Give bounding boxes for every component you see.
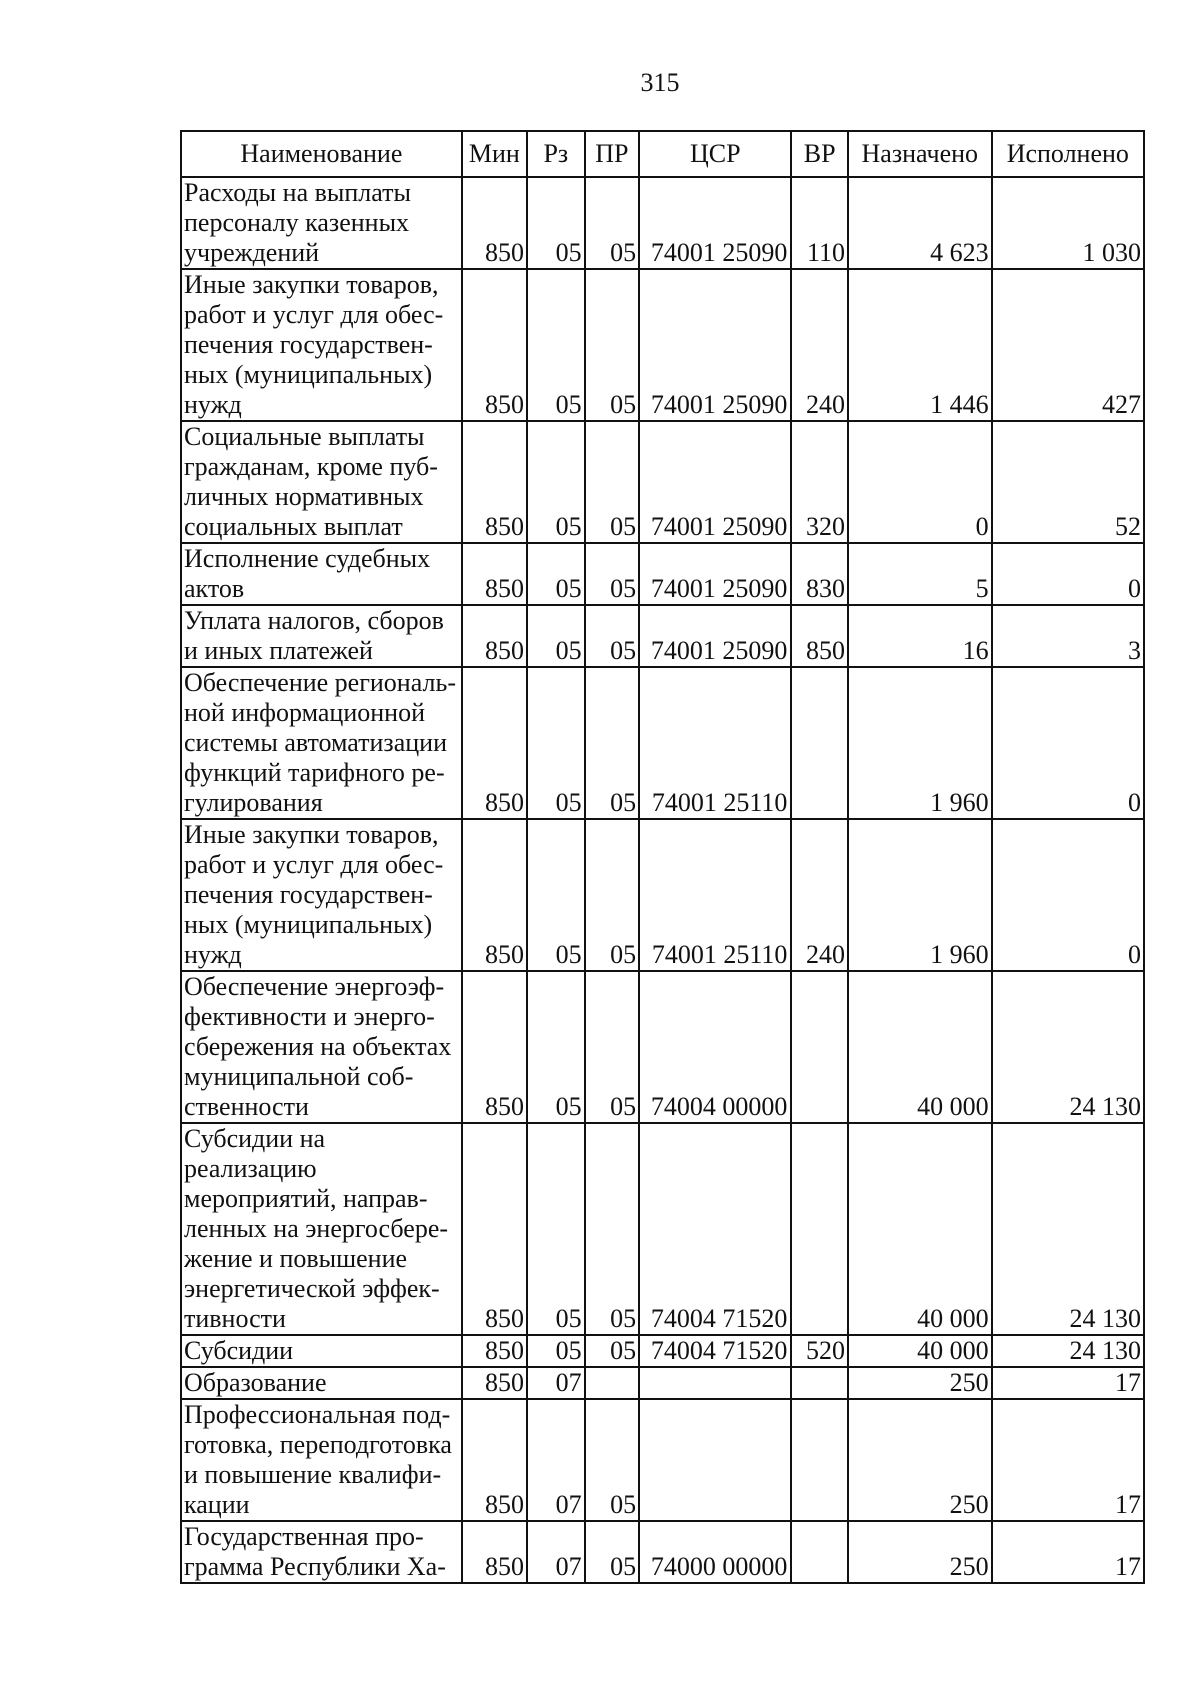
cell-csr: 74004 71520: [639, 1123, 791, 1335]
table-row: [181, 177, 1144, 269]
cell-min: 850: [462, 1367, 527, 1399]
cell-min: 850: [462, 605, 527, 667]
cell-pr: 05: [585, 421, 639, 543]
cell-name: Государственная про- грамма Республики Ха-: [181, 1521, 462, 1583]
cell-csr: 74001 25090: [639, 543, 791, 605]
table-row: [181, 1123, 1144, 1335]
cell-min: 850: [462, 177, 527, 269]
cell-rz: 05: [527, 421, 585, 543]
table-body: [181, 177, 1144, 1583]
cell-pr: [585, 1367, 639, 1399]
cell-rz: 07: [527, 1399, 585, 1521]
cell-pr: 05: [585, 543, 639, 605]
cell-min: 850: [462, 543, 527, 605]
cell-min: 850: [462, 269, 527, 421]
cell-name: Иные закупки товаров, работ и услуг для обес- печения государствен- ных (муниципальных) нужд: [181, 269, 462, 421]
header-executed: Исполнено: [992, 131, 1144, 177]
cell-vr: 830: [791, 543, 848, 605]
cell-vr: 320: [791, 421, 848, 543]
cell-pr: 05: [585, 1335, 639, 1367]
page-number: 315: [640, 68, 680, 97]
cell-executed: 3: [992, 605, 1144, 667]
table-row: [181, 421, 1144, 543]
cell-vr: 240: [791, 819, 848, 971]
cell-min: 850: [462, 1335, 527, 1367]
cell-executed: 0: [992, 667, 1144, 819]
cell-name: Профессиональная под- готовка, переподготовка и повышение квалифи- кации: [181, 1399, 462, 1521]
cell-min: 850: [462, 667, 527, 819]
cell-name: Субсидии: [181, 1335, 462, 1367]
table-row: [181, 667, 1144, 819]
cell-assigned: 250: [848, 1521, 992, 1583]
header-csr: ЦСР: [639, 131, 791, 177]
cell-rz: 05: [527, 605, 585, 667]
cell-min: 850: [462, 1399, 527, 1521]
header-assigned: Назначено: [848, 131, 992, 177]
cell-vr: [791, 971, 848, 1123]
cell-assigned: 5: [848, 543, 992, 605]
cell-csr: 74001 25110: [639, 819, 791, 971]
cell-name: Социальные выплаты гражданам, кроме пуб- личных нормативных социальных выплат: [181, 421, 462, 543]
cell-executed: 24 130: [992, 1123, 1144, 1335]
cell-pr: 05: [585, 1521, 639, 1583]
cell-vr: 520: [791, 1335, 848, 1367]
cell-name: Образование: [181, 1367, 462, 1399]
cell-vr: [791, 1367, 848, 1399]
cell-rz: 05: [527, 1123, 585, 1335]
cell-assigned: 40 000: [848, 971, 992, 1123]
cell-executed: 17: [992, 1399, 1144, 1521]
table-row: [181, 1367, 1144, 1399]
cell-executed: 52: [992, 421, 1144, 543]
cell-min: 850: [462, 421, 527, 543]
cell-rz: 05: [527, 1335, 585, 1367]
cell-name: Обеспечение энергоэф- фективности и энерго- сбережения на объектах муниципальной соб- ственности: [181, 971, 462, 1123]
cell-vr: 240: [791, 269, 848, 421]
cell-csr: 74001 25090: [639, 269, 791, 421]
cell-assigned: 0: [848, 421, 992, 543]
cell-name: Обеспечение региональ- ной информационной системы автоматизации функций тарифного ре- гулирования: [181, 667, 462, 819]
cell-csr: 74001 25090: [639, 177, 791, 269]
table-row: [181, 1399, 1144, 1521]
table-row: [181, 269, 1144, 421]
table-row: [181, 1521, 1144, 1583]
cell-min: 850: [462, 971, 527, 1123]
cell-assigned: 4 623: [848, 177, 992, 269]
cell-vr: 110: [791, 177, 848, 269]
budget-table: [180, 130, 1145, 1584]
cell-min: 850: [462, 1123, 527, 1335]
cell-rz: 05: [527, 543, 585, 605]
cell-pr: 05: [585, 269, 639, 421]
cell-executed: 1 030: [992, 177, 1144, 269]
cell-csr: 74000 00000: [639, 1521, 791, 1583]
cell-assigned: 250: [848, 1367, 992, 1399]
cell-executed: 427: [992, 269, 1144, 421]
cell-executed: 17: [992, 1521, 1144, 1583]
header-min: Мин: [462, 131, 527, 177]
cell-pr: 05: [585, 1123, 639, 1335]
cell-assigned: 1 960: [848, 667, 992, 819]
cell-vr: [791, 1399, 848, 1521]
cell-csr: 74004 00000: [639, 971, 791, 1123]
cell-assigned: 16: [848, 605, 992, 667]
cell-pr: 05: [585, 1399, 639, 1521]
cell-name: Исполнение судебных актов: [181, 543, 462, 605]
cell-rz: 07: [527, 1521, 585, 1583]
cell-rz: 05: [527, 177, 585, 269]
cell-name: Расходы на выплаты персоналу казенных учреждений: [181, 177, 462, 269]
cell-pr: 05: [585, 605, 639, 667]
table-row: [181, 971, 1144, 1123]
cell-csr: 74001 25090: [639, 421, 791, 543]
cell-executed: 17: [992, 1367, 1144, 1399]
cell-csr: [639, 1399, 791, 1521]
cell-csr: 74001 25110: [639, 667, 791, 819]
cell-vr: [791, 1123, 848, 1335]
cell-assigned: 1 446: [848, 269, 992, 421]
cell-name: Уплата налогов, сборов и иных платежей: [181, 605, 462, 667]
table-row: [181, 819, 1144, 971]
cell-min: 850: [462, 1521, 527, 1583]
header-pr: ПР: [585, 131, 639, 177]
table-header-row: [181, 131, 1144, 177]
cell-name: Иные закупки товаров, работ и услуг для обес- печения государствен- ных (муниципальных) нужд: [181, 819, 462, 971]
cell-assigned: 40 000: [848, 1123, 992, 1335]
table-row: [181, 605, 1144, 667]
cell-csr: 74001 25090: [639, 605, 791, 667]
cell-min: 850: [462, 819, 527, 971]
cell-csr: [639, 1367, 791, 1399]
table-row: [181, 543, 1144, 605]
cell-pr: 05: [585, 971, 639, 1123]
cell-assigned: 40 000: [848, 1335, 992, 1367]
cell-rz: 07: [527, 1367, 585, 1399]
cell-pr: 05: [585, 177, 639, 269]
cell-executed: 24 130: [992, 1335, 1144, 1367]
cell-rz: 05: [527, 269, 585, 421]
cell-assigned: 1 960: [848, 819, 992, 971]
header-name: Наименование: [181, 131, 462, 177]
header-vr: ВР: [791, 131, 848, 177]
cell-executed: 0: [992, 819, 1144, 971]
cell-rz: 05: [527, 667, 585, 819]
table-row: [181, 1335, 1144, 1367]
cell-vr: [791, 1521, 848, 1583]
cell-rz: 05: [527, 819, 585, 971]
cell-csr: 74004 71520: [639, 1335, 791, 1367]
cell-name: Субсидии на реализацию мероприятий, направ- ленных на энергосбере- жение и повышение энергетической эффек- тивности: [181, 1123, 462, 1335]
header-rz: Рз: [527, 131, 585, 177]
cell-vr: [791, 667, 848, 819]
cell-pr: 05: [585, 819, 639, 971]
cell-assigned: 250: [848, 1399, 992, 1521]
cell-pr: 05: [585, 667, 639, 819]
cell-executed: 24 130: [992, 971, 1144, 1123]
cell-rz: 05: [527, 971, 585, 1123]
cell-executed: 0: [992, 543, 1144, 605]
cell-vr: 850: [791, 605, 848, 667]
